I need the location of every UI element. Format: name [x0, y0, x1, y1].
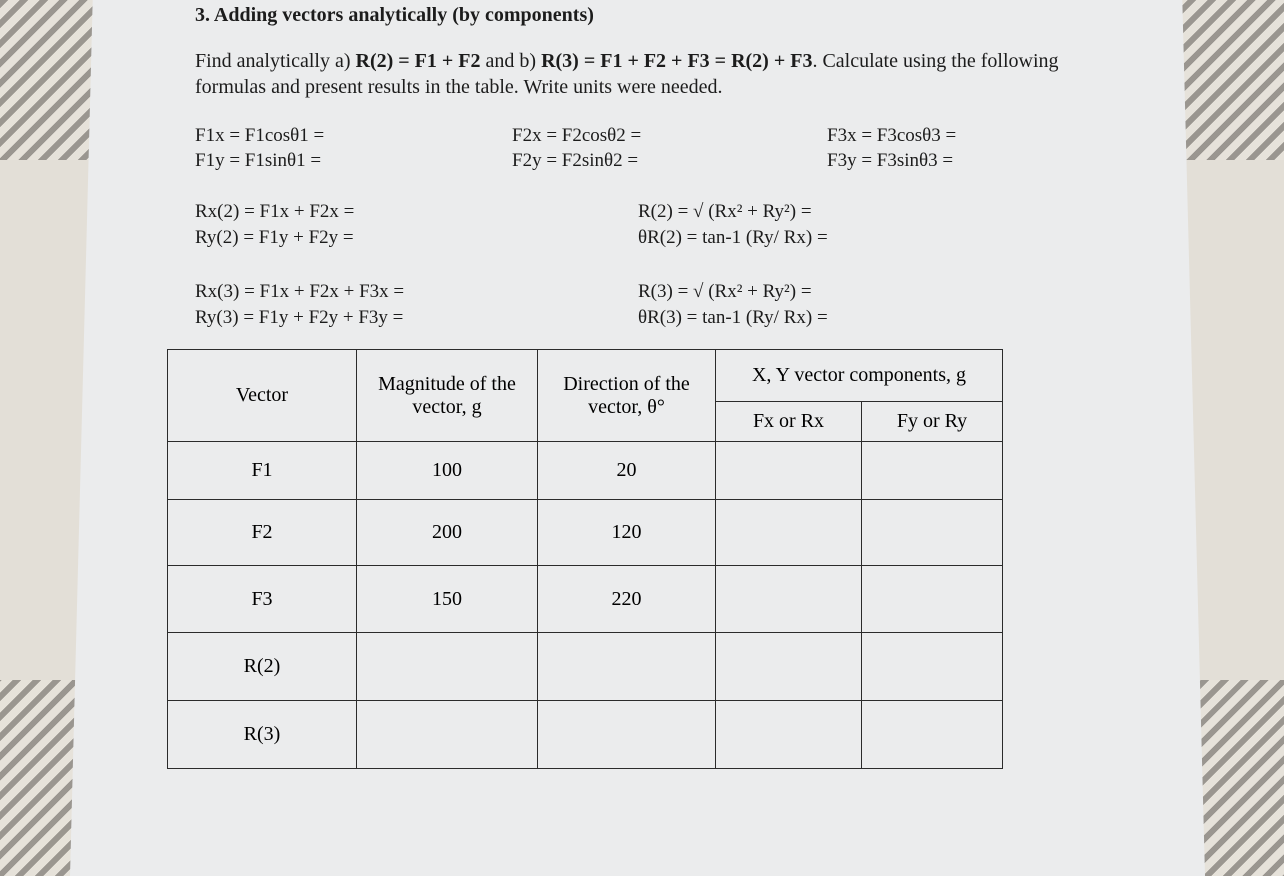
- formula-ry3: Ry(3) = F1y + F2y + F3y =: [195, 307, 404, 328]
- formula-r3-angle: θR(3) = tan-1 (Ry/ Rx) =: [638, 307, 828, 328]
- header-fx: Fx or Rx: [716, 402, 862, 442]
- table-row: [168, 701, 1003, 769]
- cell-vector: F2: [168, 500, 357, 566]
- cell-fx[interactable]: [716, 633, 862, 701]
- cell-vector: F3: [168, 566, 357, 633]
- cell-direction[interactable]: [538, 633, 716, 701]
- cell-magnitude[interactable]: 150: [357, 566, 538, 633]
- formula-f2x: F2x = F2cosθ2 =: [512, 125, 642, 146]
- table-row: [168, 633, 1003, 701]
- header-direction: Direction of the vector, θ°: [538, 350, 716, 442]
- table-row: [168, 500, 1003, 566]
- formula-f3y: F3y = F3sinθ3 =: [827, 150, 954, 171]
- cell-fy[interactable]: [862, 701, 1003, 769]
- cell-magnitude[interactable]: 200: [357, 500, 538, 566]
- cell-magnitude[interactable]: [357, 701, 538, 769]
- cell-fx[interactable]: [716, 442, 862, 500]
- formula-f1y: F1y = F1sinθ1 =: [195, 150, 322, 171]
- cell-direction[interactable]: 20: [538, 442, 716, 500]
- cell-direction[interactable]: [538, 701, 716, 769]
- header-fy: Fy or Ry: [862, 402, 1003, 442]
- formula-f1x: F1x = F1cosθ1 =: [195, 125, 325, 146]
- cell-magnitude[interactable]: 100: [357, 442, 538, 500]
- table-row: [168, 442, 1003, 500]
- formula-rx3: Rx(3) = F1x + F2x + F3x =: [195, 281, 405, 302]
- header-vector: Vector: [168, 350, 357, 442]
- cell-vector: R(3): [168, 701, 357, 769]
- cell-vector: F1: [168, 442, 357, 500]
- cell-magnitude[interactable]: [357, 633, 538, 701]
- table-row: [168, 566, 1003, 633]
- formula-ry2: Ry(2) = F1y + F2y =: [195, 227, 354, 248]
- formula-r2-angle: θR(2) = tan-1 (Ry/ Rx) =: [638, 227, 828, 248]
- instructions-part3: . Calculate using the following formulas and present results in the table. Write units were needed.: [195, 50, 1059, 98]
- formula-f2y: F2y = F2sinθ2 =: [512, 150, 639, 171]
- instructions: [195, 48, 1075, 100]
- cell-fy[interactable]: [862, 633, 1003, 701]
- formula-rx2: Rx(2) = F1x + F2x =: [195, 201, 355, 222]
- section-heading: 3. Adding vectors analytically (by components): [195, 4, 594, 26]
- cell-fx[interactable]: [716, 500, 862, 566]
- cell-fy[interactable]: [862, 566, 1003, 633]
- cell-fx[interactable]: [716, 701, 862, 769]
- cell-fx[interactable]: [716, 566, 862, 633]
- instructions-r3: R(3) = F1 + F2 + F3 = R(2) + F3: [541, 50, 813, 72]
- instructions-r2: R(2) = F1 + F2: [355, 50, 481, 72]
- instructions-part2: and b): [480, 50, 542, 72]
- cell-fy[interactable]: [862, 500, 1003, 566]
- cell-direction[interactable]: 120: [538, 500, 716, 566]
- formula-f3x: F3x = F3cosθ3 =: [827, 125, 957, 146]
- formula-r2-magnitude: R(2) = √ (Rx² + Ry²) =: [638, 201, 812, 222]
- header-components: X, Y vector components, g: [716, 350, 1003, 402]
- cell-direction[interactable]: 220: [538, 566, 716, 633]
- header-magnitude: Magnitude of the vector, g: [357, 350, 538, 442]
- vector-table: [167, 349, 1003, 769]
- cell-vector: R(2): [168, 633, 357, 701]
- formula-r3-magnitude: R(3) = √ (Rx² + Ry²) =: [638, 281, 812, 302]
- cell-fy[interactable]: [862, 442, 1003, 500]
- instructions-part1: Find analytically a): [195, 50, 356, 72]
